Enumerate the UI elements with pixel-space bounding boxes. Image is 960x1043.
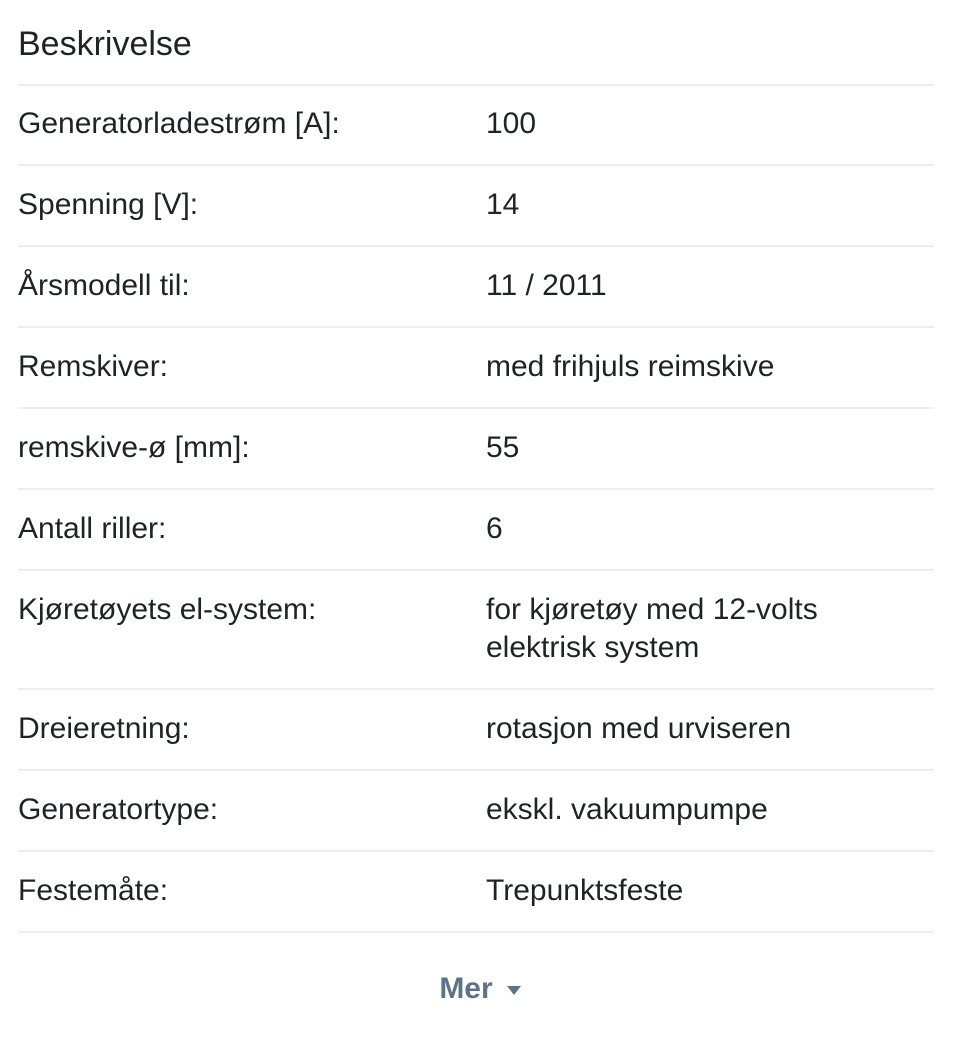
more-wrap	[0, 968, 960, 1010]
spec-value: for kjøretøy med 12-volts elektrisk system	[486, 593, 818, 664]
spec-label: Antall riller:	[18, 512, 167, 545]
spec-label: Remskiver:	[18, 350, 169, 383]
spec-row-grooves	[18, 490, 934, 571]
spec-value: med frihjuls reimskive	[486, 350, 775, 383]
spec-row-pulley-diameter	[18, 409, 934, 490]
spec-row-generator-current	[18, 85, 934, 166]
spec-row-model-year	[18, 247, 934, 328]
spec-label: Generatorladestrøm [A]:	[18, 107, 340, 140]
more-button-label: Mer	[439, 972, 493, 1005]
spec-row-electrical-system	[18, 571, 934, 690]
section-title: Beskrivelse	[18, 25, 192, 63]
spec-label: Dreieretning:	[18, 712, 190, 745]
spec-row-generator-type	[18, 771, 934, 852]
spec-value: 14	[486, 188, 520, 221]
spec-label: Spenning [V]:	[18, 188, 199, 221]
spec-value: rotasjon med urviseren	[486, 712, 792, 745]
spec-value: 100	[486, 107, 537, 140]
spec-label: Kjøretøyets el-system:	[18, 593, 317, 626]
spec-value: 6	[486, 512, 503, 545]
caret-down-icon	[507, 986, 521, 995]
spec-row-pulleys	[18, 328, 934, 409]
spec-label: Generatortype:	[18, 793, 219, 826]
spec-label: Festemåte:	[18, 874, 169, 907]
spec-row-mounting	[18, 852, 934, 933]
spec-value: Trepunktsfeste	[486, 874, 684, 907]
spec-value: 55	[486, 431, 520, 464]
spec-label: remskive-ø [mm]:	[18, 431, 250, 464]
spec-label: Årsmodell til:	[18, 269, 190, 302]
spec-value: 11 / 2011	[486, 269, 607, 302]
spec-value: ekskl. vakuumpumpe	[486, 793, 768, 826]
spec-row-voltage	[18, 166, 934, 247]
more-button[interactable]	[429, 968, 530, 1010]
spec-list	[18, 85, 934, 933]
spec-row-rotation	[18, 690, 934, 771]
